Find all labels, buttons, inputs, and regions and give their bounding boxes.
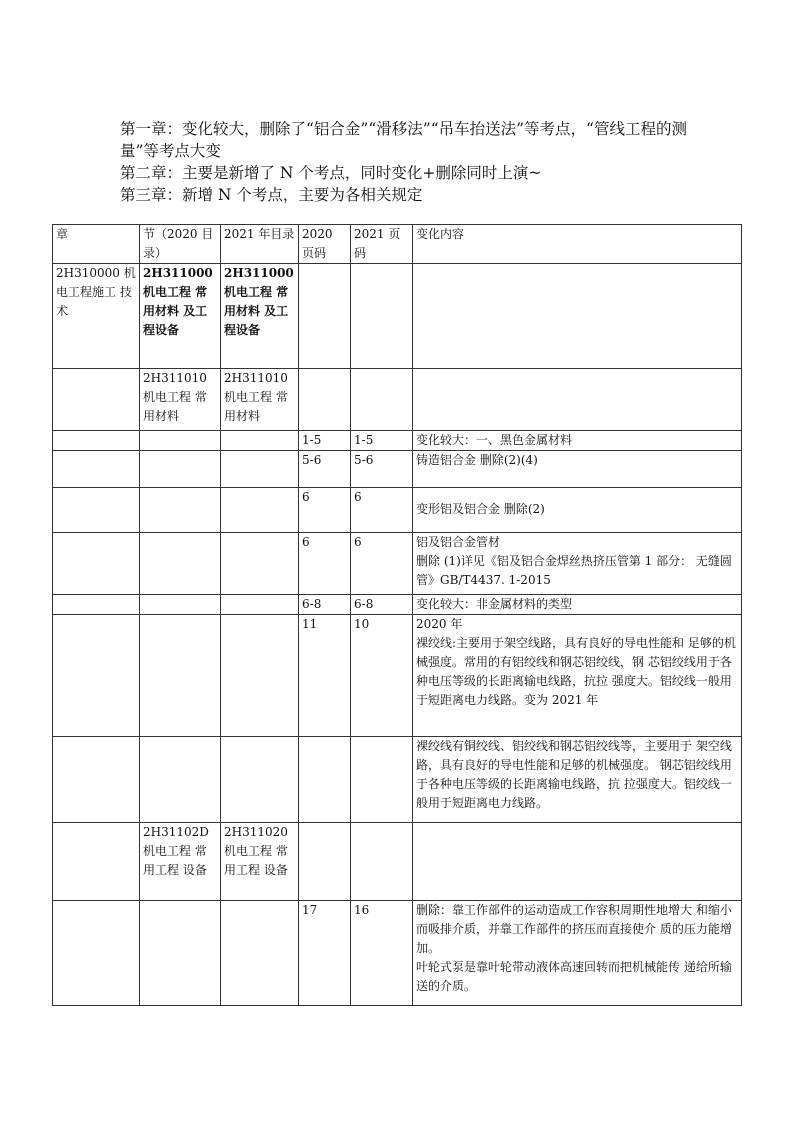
cell-change — [413, 369, 742, 431]
cell-chapter — [53, 901, 140, 1006]
cell-change — [413, 823, 742, 901]
table-row — [53, 615, 742, 737]
cell-section-2020 — [140, 488, 221, 533]
cell-section-2021 — [221, 901, 299, 1006]
table-row — [53, 488, 742, 533]
table-row — [53, 369, 742, 431]
cell-section-2020 — [140, 595, 221, 615]
cell-chapter — [53, 533, 140, 595]
cell-change — [413, 264, 742, 369]
table-row — [53, 533, 742, 595]
cell-chapter — [53, 737, 140, 823]
cell-change: 铸造铝合金 删除(2)(4) — [413, 451, 742, 488]
intro-line-2: 第二章：主要是新增了 N 个考点，同时变化+删除同时上演~ — [120, 164, 542, 182]
cell-section-2021 — [221, 431, 299, 451]
cell-chapter — [53, 595, 140, 615]
cell-change: 变形铝及铝合金 删除(2) — [413, 488, 742, 533]
cell-section-2021 — [221, 595, 299, 615]
cell-page-2021: 6 — [351, 488, 413, 533]
cell-chapter — [53, 369, 140, 431]
change-table — [52, 224, 742, 1006]
cell-section-2020 — [140, 615, 221, 737]
cell-section-2020 — [140, 431, 221, 451]
table-row — [53, 595, 742, 615]
cell-change: 变化较大：一、黑色金属材料 — [413, 431, 742, 451]
cell-section-2020: 2H31102D 机电工程 常用工程 设备 — [140, 823, 221, 901]
cell-page-2020: 6 — [299, 533, 351, 595]
cell-section-2020: 2H311010 机电工程 常用材料 — [140, 369, 221, 431]
cell-page-2020 — [299, 264, 351, 369]
cell-page-2020: 6-8 — [299, 595, 351, 615]
cell-page-2020: 1-5 — [299, 431, 351, 451]
cell-section-2021 — [221, 737, 299, 823]
cell-page-2021: 5-6 — [351, 451, 413, 488]
header-page-2021: 2021 页码 — [351, 225, 413, 264]
header-page-2020: 2020 页码 — [299, 225, 351, 264]
table-row — [53, 901, 742, 1006]
intro-text — [120, 118, 720, 206]
cell-section-2020: 2H311000 机电工程 常用材料 及工程设备 — [140, 264, 221, 369]
cell-page-2020 — [299, 737, 351, 823]
cell-section-2020 — [140, 533, 221, 595]
cell-chapter: 2H310000 机电工程施工 技术 — [53, 264, 140, 369]
cell-page-2021: 6 — [351, 533, 413, 595]
intro-line-1: 第一章：变化较大，删除了“铝合金”“滑移法”“吊车抬送法”等考点，“管线工程的测量”等考点大变 — [120, 120, 687, 160]
table-row — [53, 823, 742, 901]
cell-page-2021: 16 — [351, 901, 413, 1006]
cell-section-2021: 2H311020 机电工程 常用工程 设备 — [221, 823, 299, 901]
cell-page-2021: 10 — [351, 615, 413, 737]
cell-chapter — [53, 615, 140, 737]
cell-section-2020 — [140, 901, 221, 1006]
cell-change: 铝及铝合金管材 删除 (1)详见《铝及铝合金焊丝热挤压管第 1 部分： 无缝圆管》GB/T4437. 1-2015 — [413, 533, 742, 595]
table-header-row — [53, 225, 742, 264]
cell-change: 2020 年 裸绞线:主要用于架空线路，具有良好的导电性能和 足够的机械强度。常用的有铝绞线和钢芯铝绞线，钢 芯铝绞线用于各种电压等级的长距离输电线路，抗拉 强度大。铝绞线一般用于短距离电力线路。变为 2021 年 — [413, 615, 742, 737]
cell-section-2021 — [221, 533, 299, 595]
cell-page-2020 — [299, 823, 351, 901]
cell-section-2021: 2H311010 机电工程 常用材料 — [221, 369, 299, 431]
intro-line-3: 第三章：新增 N 个考点，主要为各相关规定 — [120, 186, 423, 204]
cell-page-2020: 6 — [299, 488, 351, 533]
table-row — [53, 264, 742, 369]
cell-section-2021 — [221, 488, 299, 533]
cell-change: 裸绞线有铜绞线、铝绞线和钢芯铝绞线等，主要用于 架空线路，具有良好的导电性能和足够的机械强度。 钢芯铝绞线用于各种电压等级的长距离输电线路，抗 拉强度大。铝绞线一般用于短距离电力线路。 — [413, 737, 742, 823]
table-row — [53, 431, 742, 451]
cell-section-2020 — [140, 451, 221, 488]
cell-chapter — [53, 488, 140, 533]
cell-page-2020: 5-6 — [299, 451, 351, 488]
header-chapter: 章 — [53, 225, 140, 264]
cell-section-2021 — [221, 615, 299, 737]
cell-change: 删除：靠工作部件的运动造成工作容积周期性地增大 和缩小而吸排介质，并靠工作部件的挤压而直接使介 质的压力能增加。 叶轮式泵是靠叶轮带动液体高速回转而把机械能传 递给所输送的介质。 — [413, 901, 742, 1006]
table-row — [53, 451, 742, 488]
cell-page-2021: 1-5 — [351, 431, 413, 451]
cell-chapter — [53, 451, 140, 488]
cell-change: 变化较大：非金属材料的类型 — [413, 595, 742, 615]
header-section-2020: 节（2020 目录） — [140, 225, 221, 264]
header-change: 变化内容 — [413, 225, 742, 264]
cell-section-2021 — [221, 451, 299, 488]
cell-page-2020 — [299, 369, 351, 431]
cell-page-2020: 11 — [299, 615, 351, 737]
cell-page-2021 — [351, 823, 413, 901]
header-section-2021: 2021 年目录 — [221, 225, 299, 264]
cell-page-2021: 6-8 — [351, 595, 413, 615]
table-row — [53, 737, 742, 823]
cell-page-2020: 17 — [299, 901, 351, 1006]
cell-chapter — [53, 823, 140, 901]
cell-page-2021 — [351, 264, 413, 369]
cell-page-2021 — [351, 369, 413, 431]
cell-page-2021 — [351, 737, 413, 823]
cell-chapter — [53, 431, 140, 451]
cell-section-2021: 2H311000 机电工程 常用材料 及工程设备 — [221, 264, 299, 369]
cell-section-2020 — [140, 737, 221, 823]
